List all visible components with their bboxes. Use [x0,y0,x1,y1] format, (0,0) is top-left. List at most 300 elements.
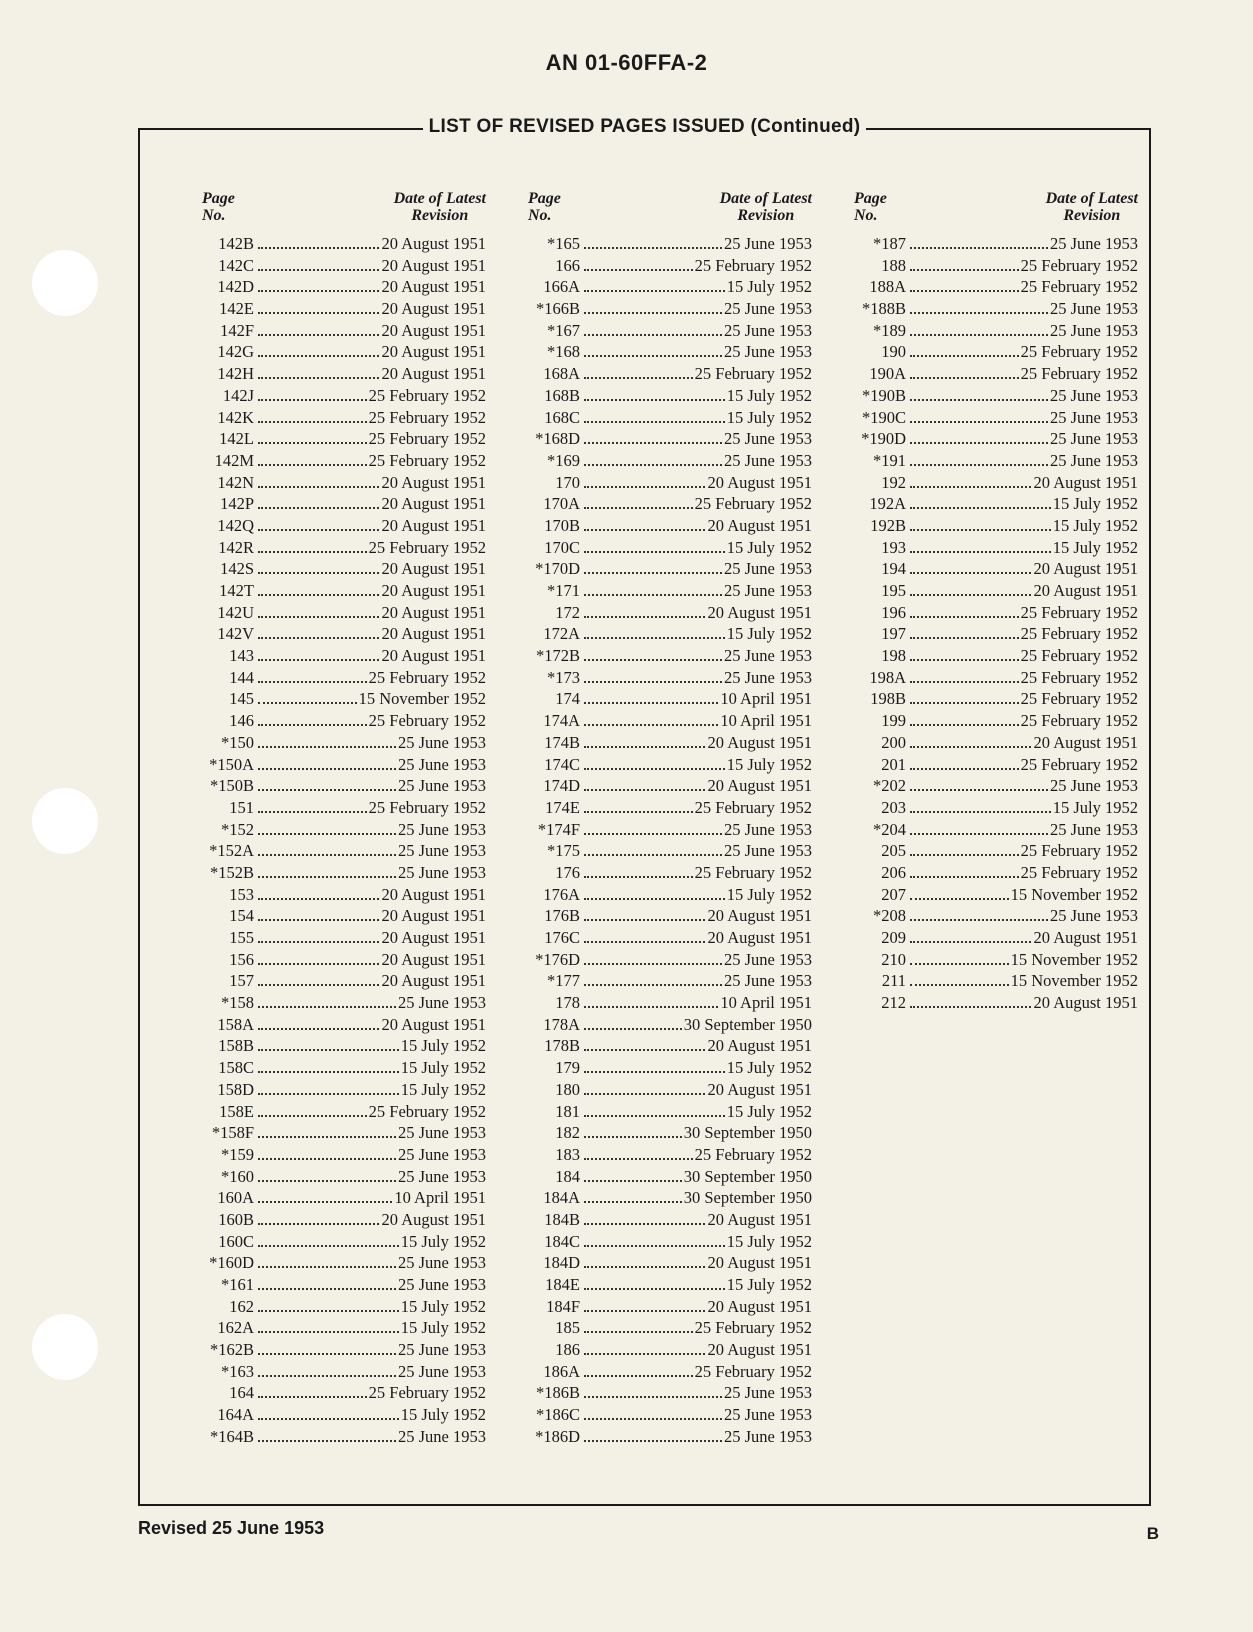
revision-date: 20 August 1951 [707,515,812,535]
revision-date: 20 August 1951 [381,884,486,904]
dot-leader [258,269,379,271]
page-number: 184A [543,1188,580,1208]
page-number: 154 [229,906,254,926]
dot-leader [584,1093,705,1095]
dot-leader [584,464,722,466]
dot-leader [258,1115,367,1117]
dot-leader [258,1071,399,1073]
revision-date: 25 June 1953 [398,1426,486,1446]
revision-date: 20 August 1951 [381,624,486,644]
revision-date: 15 November 1952 [1010,949,1138,969]
dot-leader [584,486,705,488]
revision-date: 30 September 1950 [683,1166,812,1186]
page-number: 168B [544,385,580,405]
dot-leader [258,1028,379,1030]
page-number: 164 [229,1383,254,1403]
revision-row [528,1036,812,1058]
revision-row [854,516,1138,538]
revision-date: 25 June 1953 [724,1405,812,1425]
revision-date: 15 July 1952 [1052,537,1138,557]
page-number: 182 [555,1123,580,1143]
revision-row [528,1188,812,1210]
revision-date: 15 July 1952 [400,1036,486,1056]
page-number: *174F [537,819,580,839]
revision-row [202,386,486,408]
revision-row [202,733,486,755]
revision-date: 25 June 1953 [724,581,812,600]
revision-date: 25 June 1953 [724,949,812,969]
dot-leader [910,290,1019,292]
dot-leader [910,377,1019,379]
revision-date: 25 June 1953 [1050,320,1138,340]
revised-date: Revised 25 June 1953 [138,1518,325,1538]
dot-leader [258,1158,396,1160]
dot-leader [584,312,722,314]
dot-leader [584,1266,705,1268]
page-number: 181 [555,1101,580,1121]
revision-date: 25 June 1953 [398,841,486,861]
revision-date: 25 February 1952 [694,1361,812,1381]
revision-row [202,451,486,473]
page-number: *168D [535,429,580,449]
revision-date: 15 July 1952 [726,1101,812,1121]
revision-row [202,603,486,625]
revision-row [528,1210,812,1232]
revision-date: 15 July 1952 [726,407,812,427]
dot-leader [258,768,396,770]
revision-row [528,1297,812,1319]
revision-date: 25 February 1952 [1020,711,1138,731]
dot-leader [258,421,367,423]
revision-row [202,689,486,711]
dot-leader [258,1310,399,1312]
dot-leader [258,1006,396,1008]
page-number: 178 [555,993,580,1013]
page-number: 158C [218,1058,254,1078]
dot-leader [258,616,379,618]
revision-row [202,971,486,993]
revision-row [528,1080,812,1102]
page-number: *169 [547,450,580,470]
revision-row [854,408,1138,430]
page-number: 142V [217,624,254,644]
dot-leader [910,486,1031,488]
revision-row [528,776,812,798]
page-number: 211 [881,971,906,991]
page-number: *173 [547,667,580,687]
dot-leader [258,486,379,488]
revision-date: 20 August 1951 [707,776,812,796]
revision-date: 15 July 1952 [726,624,812,644]
page-number: *167 [547,320,580,340]
page-no-header: Page No. [202,190,235,224]
revision-row [528,1058,812,1080]
revision-date: 25 February 1952 [368,711,486,731]
dot-leader [584,746,705,748]
revision-date: 25 February 1952 [368,667,486,687]
revision-row [528,364,812,386]
page-number: 151 [229,797,254,817]
revision-date: 25 February 1952 [368,797,486,817]
revision-date: 15 July 1952 [1052,515,1138,535]
revision-row [854,776,1138,798]
revision-date: 20 August 1951 [707,732,812,752]
revision-row [202,321,486,343]
revision-row [528,299,812,321]
revision-row [202,820,486,842]
dot-leader [584,1028,682,1030]
page-number: 192 [881,472,906,492]
dot-leader [258,1331,399,1333]
dot-leader [910,247,1048,249]
revision-row [202,711,486,733]
page-number: *202 [873,776,906,796]
revision-row [854,451,1138,473]
dot-leader [584,789,705,791]
page-number: 162 [229,1296,254,1316]
page-number: 170 [555,472,580,492]
dot-leader [910,702,1019,704]
page-number: 158B [218,1036,254,1056]
revision-row [528,494,812,516]
revision-date: 20 August 1951 [1033,732,1138,752]
dot-leader [258,898,379,900]
dot-leader [258,442,367,444]
dot-leader [584,876,693,878]
revision-date: 15 July 1952 [726,277,812,297]
revision-date: 25 June 1953 [724,342,812,362]
revision-row [528,1102,812,1124]
dot-leader [910,421,1048,423]
page-number: *165 [547,234,580,253]
page-number: 205 [881,841,906,861]
dot-leader [910,876,1019,878]
dot-leader [258,312,379,314]
revision-date: 25 June 1953 [1050,234,1138,253]
dot-leader [910,963,1009,965]
revision-date: 25 June 1953 [1050,450,1138,470]
revision-row [202,1036,486,1058]
revision-row [202,1232,486,1254]
revision-row [854,364,1138,386]
revision-row [528,1318,812,1340]
revision-row [528,559,812,581]
page-number: 174 [555,689,580,709]
revision-row [528,1383,812,1405]
page-number: 142P [220,494,254,514]
revision-row [854,906,1138,928]
revision-date: 25 February 1952 [694,862,812,882]
revision-date: 25 June 1953 [398,862,486,882]
dot-leader [584,854,722,856]
dot-leader [584,1353,705,1355]
page-number: 201 [881,754,906,774]
revision-row [202,1058,486,1080]
revision-row [528,885,812,907]
revision-date: 15 July 1952 [726,754,812,774]
dot-leader [910,833,1048,835]
page-number: 184 [555,1166,580,1186]
page-number: *172B [535,646,580,666]
revision-date: 25 February 1952 [1020,277,1138,297]
dot-leader [584,659,722,661]
revision-row [528,1405,812,1427]
page-number: 155 [229,928,254,947]
revision-row [854,668,1138,690]
revision-date: 15 July 1952 [726,1231,812,1251]
page-number: 142Q [217,515,254,535]
revised-pages-frame [138,116,1151,1506]
page-number: 174C [544,754,580,774]
revision-date: 25 June 1953 [724,429,812,449]
revision-row [202,473,486,495]
revision-date: 30 September 1950 [683,1188,812,1208]
revision-row [202,798,486,820]
dot-leader [258,1418,399,1420]
page-number: 176 [555,862,580,882]
dot-leader [584,1180,682,1182]
revision-row [528,1123,812,1145]
dot-leader [910,334,1048,336]
revision-row [854,581,1138,603]
page-number: 166 [555,255,580,275]
page-number: *160D [209,1253,254,1273]
dot-leader [584,334,722,336]
dot-leader [258,1440,396,1442]
page-number: 174B [544,732,580,752]
revision-date: 25 June 1953 [398,1275,486,1294]
page-number: 190A [869,364,906,384]
revision-date: 25 February 1952 [368,537,486,557]
revision-columns [202,190,1138,1449]
dot-leader [584,1201,682,1203]
revision-row [202,863,486,885]
revision-row [528,1340,812,1362]
dot-leader [258,1049,399,1051]
dot-leader [584,616,705,618]
dot-leader [258,702,357,704]
dot-leader [258,464,367,466]
dot-leader [584,572,722,574]
dot-leader [258,572,379,574]
revision-row [854,494,1138,516]
page-number: 197 [881,624,906,644]
dot-leader [258,377,379,379]
page-number: *158F [211,1123,254,1143]
page-number: 194 [881,559,906,579]
revision-date: 25 February 1952 [1020,754,1138,774]
revision-row [202,256,486,278]
revision-row [202,1405,486,1427]
dot-leader [584,702,718,704]
revision-date: 10 April 1951 [720,711,812,731]
revision-date: 25 June 1953 [724,559,812,579]
revision-row [528,1275,812,1297]
revision-date: 25 June 1953 [724,667,812,687]
revision-date: 15 November 1952 [1010,884,1138,904]
revision-date: 15 July 1952 [400,1405,486,1425]
revision-row [202,364,486,386]
revision-row [854,646,1138,668]
dot-leader [584,1006,718,1008]
page-number: 192B [870,515,906,535]
dot-leader [258,984,379,986]
dot-leader [584,290,725,292]
dot-leader [910,269,1019,271]
revision-row [528,1427,812,1449]
dot-leader [258,355,379,357]
revision-row [854,342,1138,364]
page-number: 166A [543,277,580,297]
dot-leader [584,1223,705,1225]
revision-date: 25 June 1953 [724,234,812,253]
dot-leader [258,1353,396,1355]
revision-row [854,755,1138,777]
page-number: 184B [544,1209,580,1229]
revision-date: 10 April 1951 [394,1188,486,1208]
revision-date: 25 June 1953 [1050,906,1138,926]
revision-column [854,190,1138,1449]
page-number: 158A [217,1014,254,1034]
revision-row [528,451,812,473]
revision-date: 25 June 1953 [724,646,812,666]
revision-date: 20 August 1951 [707,1036,812,1056]
page-number: *191 [873,450,906,470]
revision-date: 25 February 1952 [694,1144,812,1164]
dot-leader [584,1245,725,1247]
revision-date: 25 February 1952 [694,1318,812,1338]
dot-leader [258,594,379,596]
dot-leader [584,1331,693,1333]
revision-row [854,624,1138,646]
page-number: 158E [219,1101,254,1121]
dot-leader [910,529,1051,531]
revision-row [528,386,812,408]
revision-date: 25 February 1952 [694,494,812,514]
page-number: 198A [869,667,906,687]
revision-date: 25 June 1953 [724,971,812,991]
revision-row [202,1145,486,1167]
page-number: 142U [217,602,254,622]
revision-date: 25 June 1953 [398,732,486,752]
revision-row [202,581,486,603]
dot-leader [584,724,718,726]
dot-leader [584,1418,722,1420]
page-number: 170B [544,515,580,535]
revision-date: 25 February 1952 [368,450,486,470]
dot-leader [584,898,725,900]
page-number: *166B [535,299,580,319]
revision-date: 20 August 1951 [381,906,486,926]
page-number: 142R [218,537,254,557]
revision-row [854,928,1138,950]
revision-date: 20 August 1951 [381,581,486,600]
revision-row [202,1188,486,1210]
revision-date: 25 June 1953 [724,1383,812,1403]
page-number: 168C [544,407,580,427]
page-number: *168 [547,342,580,362]
revision-row [202,234,486,256]
revision-row [202,342,486,364]
page-number: 207 [881,884,906,904]
dot-leader [910,768,1019,770]
revision-row [854,429,1138,451]
revision-date: 20 August 1951 [1033,993,1138,1013]
revision-row [854,321,1138,343]
revision-date: 20 August 1951 [707,1079,812,1099]
page-number: 168A [543,364,580,384]
revision-date: 20 August 1951 [707,906,812,926]
revision-row [202,559,486,581]
revision-date: 20 August 1951 [707,1253,812,1273]
revision-date: 20 August 1951 [381,602,486,622]
revision-row [528,342,812,364]
revision-row [528,646,812,668]
revision-date-header: Date of Latest Revision [393,190,486,224]
dot-leader [258,1136,396,1138]
revision-row [528,841,812,863]
page-number: 142L [219,429,254,449]
page-number: 200 [881,732,906,752]
revision-date: 25 June 1953 [398,1123,486,1143]
revision-date: 25 February 1952 [1020,342,1138,362]
dot-leader [584,637,725,639]
revision-date: 25 February 1952 [1020,667,1138,687]
revision-row [528,603,812,625]
revision-date-header: Date of Latest Revision [1045,190,1138,224]
revision-date: 30 September 1950 [683,1123,812,1143]
revision-date: 25 February 1952 [1020,689,1138,709]
revision-row [202,1080,486,1102]
revision-date: 15 July 1952 [400,1296,486,1316]
dot-leader [910,572,1031,574]
revision-row [202,950,486,972]
revision-date: 20 August 1951 [381,515,486,535]
page-number: 176A [543,884,580,904]
dot-leader [584,551,725,553]
revision-date: 20 August 1951 [381,1209,486,1229]
page-number: 196 [881,602,906,622]
dot-leader [258,854,396,856]
dot-leader [910,442,1048,444]
page-number: *150 [221,732,254,752]
page-number: 170C [544,537,580,557]
dot-leader [258,746,396,748]
page-number: *177 [547,971,580,991]
revision-date: 15 July 1952 [726,884,812,904]
revision-row [202,906,486,928]
page-number: 184F [546,1296,580,1316]
page-number: 184E [545,1275,580,1294]
revision-row [528,1362,812,1384]
revision-date: 25 February 1952 [368,1383,486,1403]
revision-date: 30 September 1950 [683,1014,812,1034]
dot-leader [910,507,1051,509]
revision-date: 20 August 1951 [381,559,486,579]
page-number: 186 [555,1340,580,1360]
page-number: *186C [535,1405,580,1425]
page-number: 156 [229,949,254,969]
page-number: 203 [881,797,906,817]
dot-leader [910,637,1019,639]
dot-leader [258,1180,396,1182]
revision-date: 20 August 1951 [381,1014,486,1034]
revision-row [528,1232,812,1254]
revision-row [854,299,1138,321]
page-number: 142T [219,581,254,600]
page-number: *162B [209,1340,254,1360]
dot-leader [258,919,379,921]
